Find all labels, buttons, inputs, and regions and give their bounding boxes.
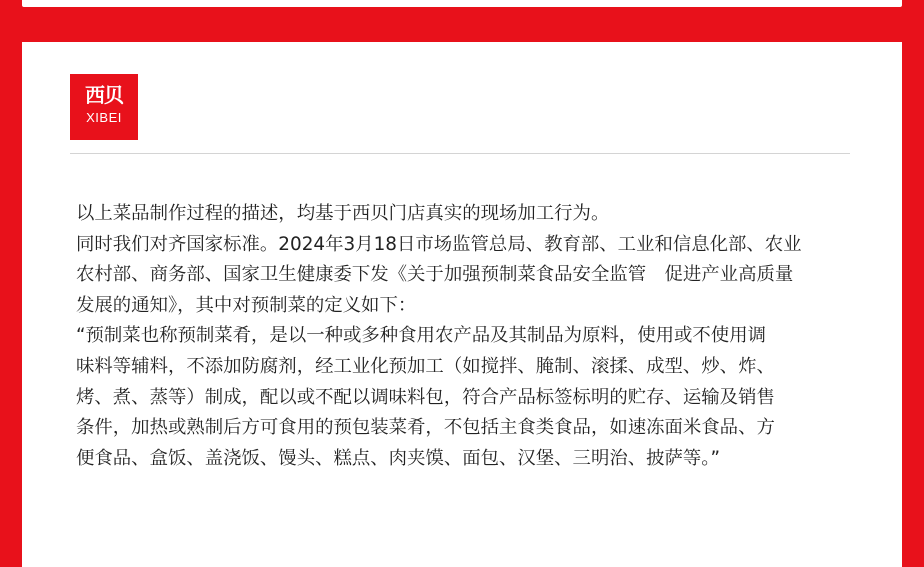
logo-english-text: XIBEI (86, 110, 122, 125)
article-body (76, 199, 866, 474)
content-card (22, 42, 902, 567)
definition-quote-line: “预制菜也称预制菜肴，是以一种或多种食用农产品及其制品为原料，使用或不使用调 (76, 325, 766, 347)
header-divider (70, 153, 850, 154)
statement-line: 以上菜品制作过程的描述，均基于西贝门店真实的现场加工行为。 (76, 203, 610, 224)
logo-chinese-text: 西贝 (85, 83, 123, 107)
definition-quote-line: 味料等辅料，不添加防腐剂，经工业化预加工（如搅拌、腌制、滚揉、成型、炒、炸、 (76, 355, 775, 377)
definition-quote-line: 烤、煮、蒸等）制成，配以或不配以调味料包，符合产品标签标明的贮存、运输及销售 (76, 386, 775, 408)
definition-quote-line: 便食品、盒饭、盖浇饭、馒头、糕点、肉夹馍、面包、汉堡、三明治、披萨等。” (76, 447, 721, 469)
standard-line: 发展的通知》，其中对预制菜的定义如下： (76, 294, 417, 316)
xibei-logo (70, 74, 138, 140)
standard-line: 同时我们对齐国家标准。2024年3月18日市场监管总局、教育部、工业和信息化部、农业 (76, 233, 802, 255)
definition-quote-line: 条件，加热或熟制后方可食用的预包装菜肴，不包括主食类食品，如速冻面米食品、方 (76, 417, 775, 439)
previous-card-edge (22, 0, 902, 7)
standard-line: 农村部、商务部、国家卫生健康委下发《关于加强预制菜食品安全监管 促进产业高质量 (76, 264, 794, 286)
